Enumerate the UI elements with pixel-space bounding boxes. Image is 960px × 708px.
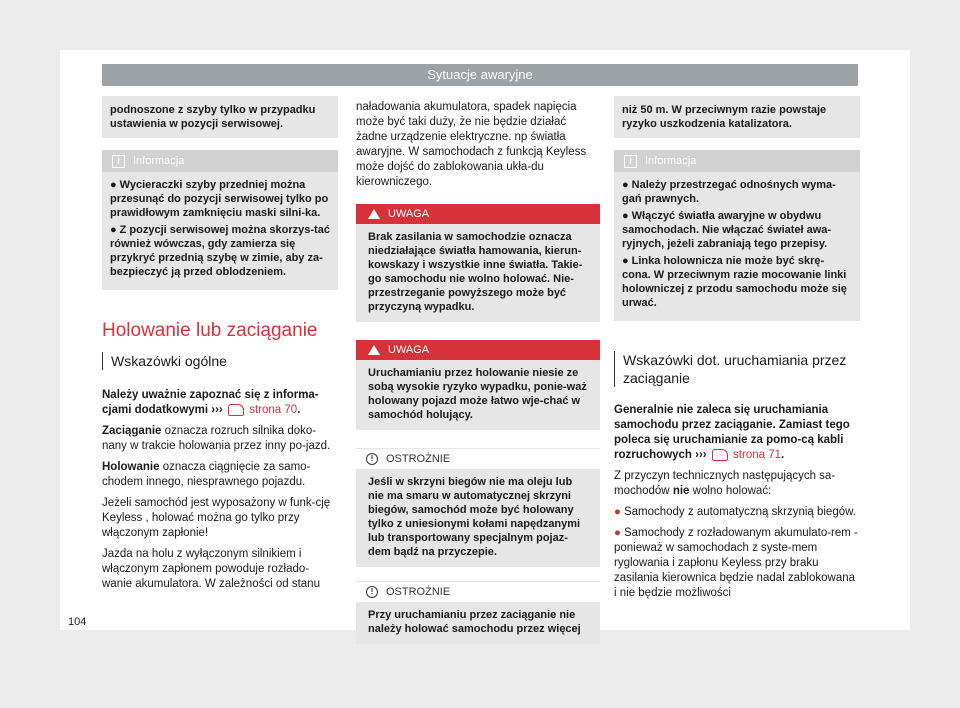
paragraph: Holowanie oznacza ciągnięcie za samo-chodem innego, niesprawnego pojazdu. [102, 461, 311, 488]
list-item: ● Samochody z automatyczną skrzynią biegów. [614, 506, 856, 518]
intro-paragraph: Należy uważnie zapoznać się z informa-cjami dodatkowymi ››› strona 70. [102, 389, 319, 416]
info-icon: i [624, 155, 637, 168]
column-3 [614, 96, 860, 607]
warning-icon [368, 345, 380, 355]
warning-box: UWAGA Brak zasilania w samochodzie oznacza niedziałające światła hamowania, kierun-kowskazy i wszystkie inne światła. Takie-go samochodu nie wolno holować. Nie-przestrzeganie powyższego może być przyczyną wypadku. [356, 204, 600, 322]
caution-box: ! OSTROŻNIE Jeśli w skrzyni biegów nie ma oleju lub nie ma smaru w automatycznej skrzyni biegów, samochód może być holowany tylko z uniesionymi kołami napędzanymi lub transportowany specjalnym pojaz-dem bądź na przyczepie. [356, 448, 600, 567]
info-item: ● Włączyć światła awaryjne w obydwu samochodach. Nie włączać świateł awa-ryjnych, jeżeli zabraniają tego przepisy. [622, 210, 832, 250]
paragraph: Zaciąganie oznacza rozruch silnika doko-nany w trakcie holowania przez inny po-jazd. [102, 425, 331, 452]
caution-header: ! OSTROŻNIE [356, 581, 600, 602]
paragraph: Z przyczyn technicznych następujących sa-mochodów nie wolno holować: [614, 470, 836, 497]
subsection-heading: Wskazówki ogólne [102, 352, 338, 370]
caution-icon: ! [366, 586, 378, 598]
warning-header: UWAGA [356, 204, 600, 224]
continued-box: podnoszone z szyby tylko w przypadku ustawienia w pozycji serwisowej. [102, 96, 338, 138]
page-link[interactable]: strona 71 [733, 449, 781, 461]
caution-box: ! OSTROŻNIE Przy uruchamianiu przez zaciąganie nie należy holować samochodu przez więcej [356, 581, 600, 644]
car-reference-icon [228, 404, 244, 416]
paragraph: Jeżeli samochód jest wyposażony w funk-cję Keyless , holować można go tylko przy włączonym zapłonie! [102, 497, 331, 539]
section-heading: Holowanie lub zaciąganie [102, 320, 318, 341]
intro-paragraph: Generalnie nie zaleca się uruchamiania samochodu przez zaciąganie. Zamiast tego poleca się uruchamianie za pomo-cą kabli rozruchowych ››› strona 71. [614, 404, 850, 461]
caution-icon: ! [366, 453, 378, 465]
column-1 [102, 96, 338, 598]
caution-header: ! OSTROŻNIE [356, 448, 600, 469]
warning-icon [368, 209, 380, 219]
page-number: 104 [68, 616, 87, 628]
subsection-heading: Wskazówki dot. uruchamiania przez zaciąganie [614, 351, 860, 387]
info-header: i Informacja [614, 150, 860, 172]
warning-header: UWAGA [356, 340, 600, 360]
list-item: ● Samochody z rozładowanym akumulato-rem - ponieważ w samochodach z syste-mem ryglowania i zapłonu Keyless przy braku zasilania kierownica będzie nadal zablokowana i nie będzie możliwości [614, 527, 858, 599]
info-item: ● Linka holownicza nie może być skrę-cona. W przeciwnym razie mocowanie linki holowniczej z przodu samochodu może się urwać. [622, 255, 847, 309]
page-link[interactable]: strona 70 [249, 404, 298, 416]
warning-box: UWAGA Uruchamianiu przez holowanie niesie ze sobą wysokie ryzyko wypadku, ponie-waż holowany pojazd może łatwo wje-chać w samochód holujący. [356, 340, 600, 430]
info-item: ● Z pozycji serwisowej można skorzys-tać również wówczas, gdy zamierza się przykryć przednią szybę w zimie, aby za-bezpieczyć ją przed oblodzeniem. [110, 224, 330, 278]
info-header: i Informacja [102, 150, 338, 172]
info-box [102, 150, 338, 290]
car-reference-icon [712, 449, 728, 461]
paragraph: Jazda na holu z wyłączonym silnikiem i włączonym zapłonem powoduje rozłado-wanie akumulatora. W zależności od stanu [102, 548, 320, 590]
column-2 [356, 96, 600, 644]
info-item: ● Należy przestrzegać odnośnych wyma-gań prawnych. [622, 179, 836, 205]
info-icon: i [112, 155, 125, 168]
info-box [614, 150, 860, 321]
continued-box: niż 50 m. W przeciwnym razie powstaje ryzyko uszkodzenia katalizatora. [614, 96, 860, 138]
paragraph: naładowania akumulatora, spadek napięcia może być taki duży, że nie będzie działać żadne urządzenie elektryczne. np światła awaryjne. W samochodach z funkcją Keyless może dojść do zablokowania ukła-du kierowniczego. [356, 101, 587, 188]
section-header: Sytuacje awaryjne [102, 64, 858, 86]
info-item: ● Wycieraczki szyby przedniej można przesunąć do pozycji serwisowej tylko po prawidłowym zamknięciu maski silni-ka. [110, 179, 329, 219]
